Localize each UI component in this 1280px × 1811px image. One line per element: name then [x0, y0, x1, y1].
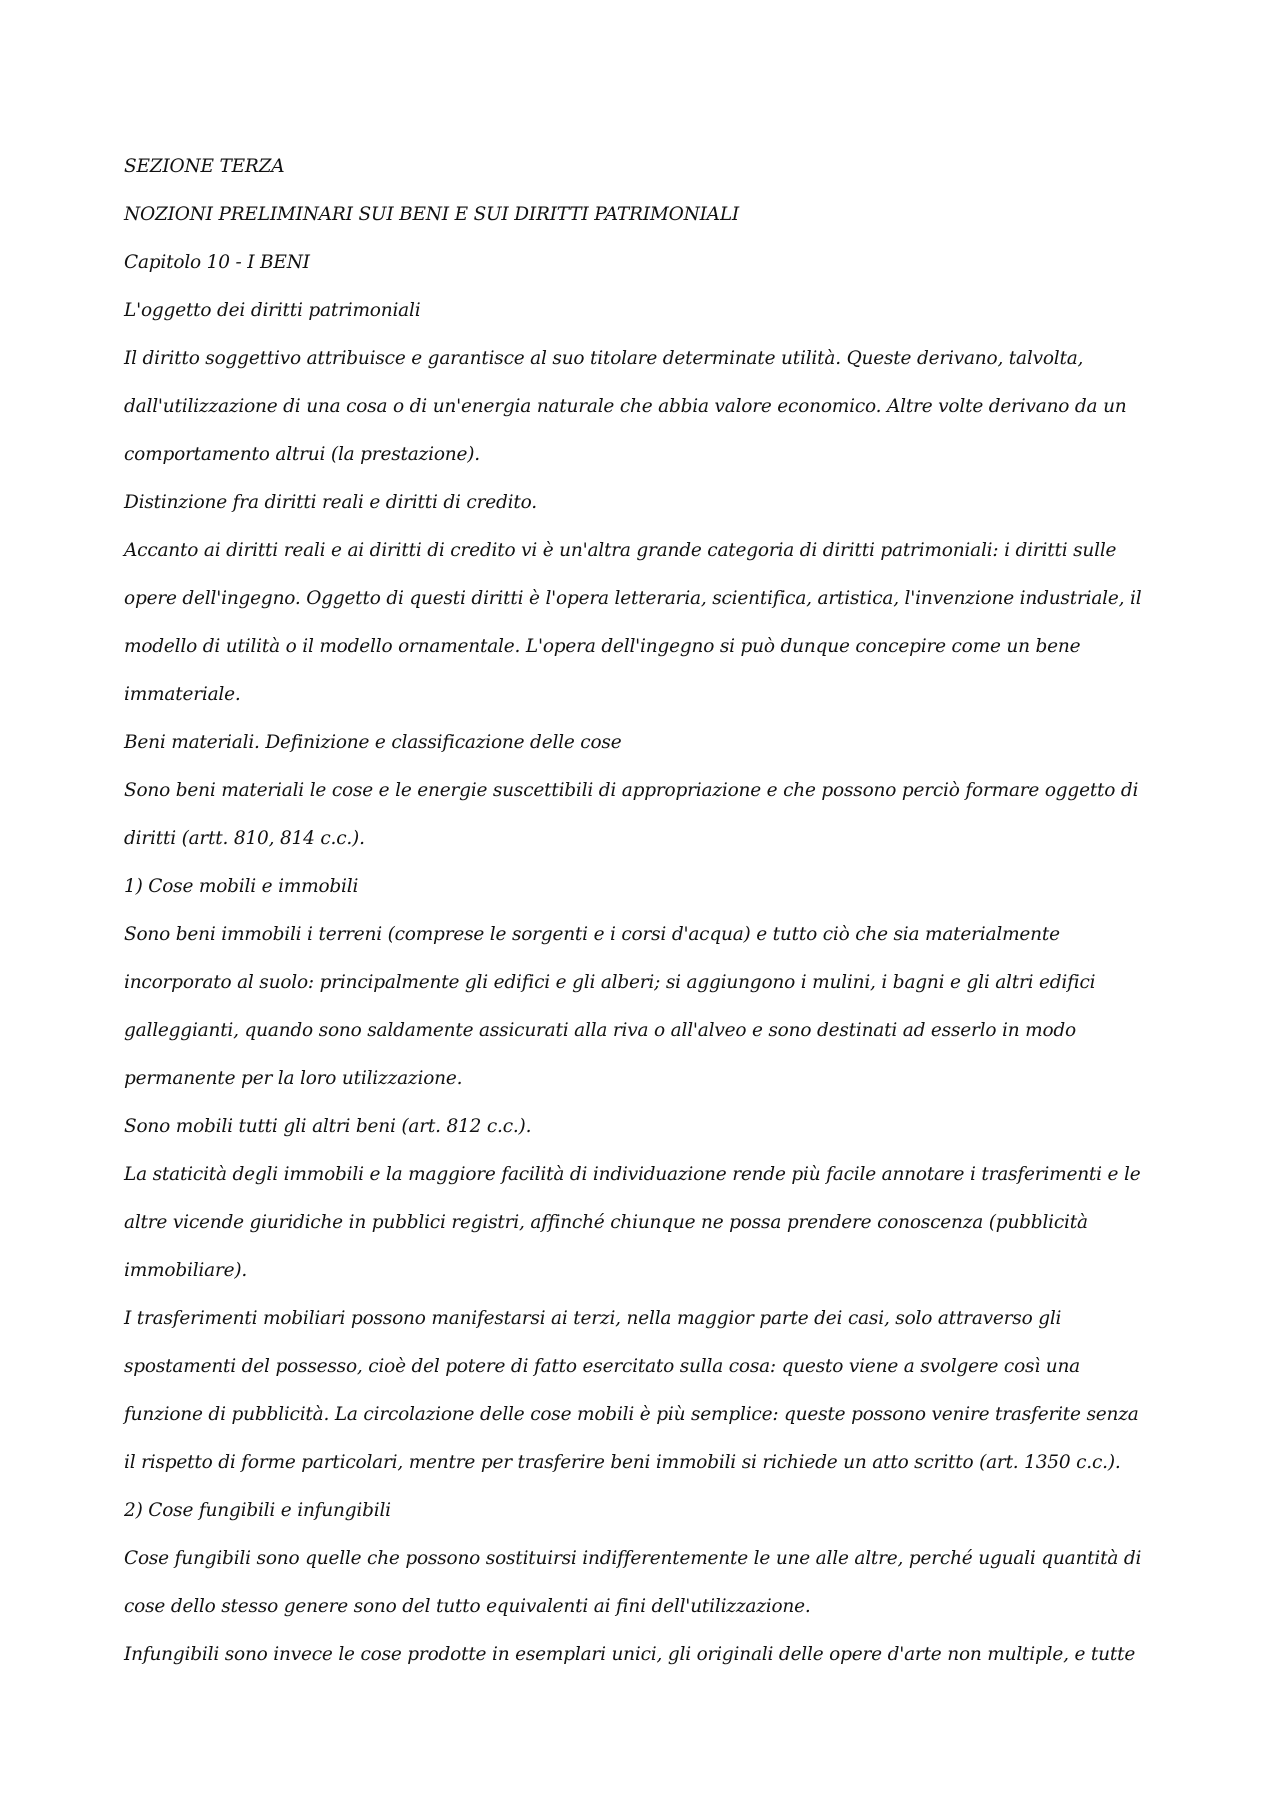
subheading: 1) Cose mobili e immobili [124, 876, 359, 897]
text-line: Accanto ai diritti reali e ai diritti di credito vi è un'altra grande categoria di diritti patrimoniali: i diritti sulle [124, 540, 1117, 561]
text-line: funzione di pubblicità. La circolazione delle cose mobili è più semplice: queste possono venire trasferite senza [124, 1404, 1139, 1425]
subheading: Beni materiali. Definizione e classificazione delle cose [124, 732, 622, 753]
subheading: 2) Cose fungibili e infungibili [124, 1500, 391, 1521]
text-line: immateriale. [124, 684, 241, 705]
subheading: L'oggetto dei diritti patrimoniali [124, 300, 421, 321]
section-heading: SEZIONE TERZA [124, 156, 285, 177]
text-line: comportamento altrui (la prestazione). [124, 444, 480, 465]
text-line: Sono beni immobili i terreni (comprese le sorgenti e i corsi d'acqua) e tutto ciò che sia materialmente [124, 924, 1060, 945]
document-body [124, 153, 1142, 1689]
text-line: modello di utilità o il modello ornamentale. L'opera dell'ingegno si può dunque concepire come un bene [124, 636, 1081, 657]
text-line: incorporato al suolo: principalmente gli edifici e gli alberi; si aggiungono i mulini, i bagni e gli altri edifici [124, 972, 1096, 993]
text-line: La staticità degli immobili e la maggiore facilità di individuazione rende più facile annotare i trasferimenti e le [124, 1164, 1141, 1185]
text-line: galleggianti, quando sono saldamente assicurati alla riva o all'alveo e sono destinati ad esserlo in modo [124, 1020, 1076, 1041]
text-line: Sono mobili tutti gli altri beni (art. 812 c.c.). [124, 1116, 532, 1137]
text-line: cose dello stesso genere sono del tutto equivalenti ai fini dell'utilizzazione. [124, 1596, 811, 1617]
text-line: I trasferimenti mobiliari possono manifestarsi ai terzi, nella maggior parte dei casi, solo attraverso gli [124, 1308, 1062, 1329]
text-line: Sono beni materiali le cose e le energie suscettibili di appropriazione e che possono perciò formare oggetto di [124, 780, 1139, 801]
text-line: altre vicende giuridiche in pubblici registri, affinché chiunque ne possa prendere conoscenza (pubblicità [124, 1212, 1088, 1233]
text-line: opere dell'ingegno. Oggetto di questi diritti è l'opera letteraria, scientifica, artistica, l'invenzione industriale, il [124, 588, 1142, 609]
text-line: il rispetto di forme particolari, mentre per trasferire beni immobili si richiede un atto scritto (art. 1350 c.c.). [124, 1452, 1121, 1473]
subheading: Distinzione fra diritti reali e diritti di credito. [124, 492, 537, 513]
text-line: dall'utilizzazione di una cosa o di un'energia naturale che abbia valore economico. Altre volte derivano da un [124, 396, 1127, 417]
text-line: spostamenti del possesso, cioè del potere di fatto esercitato sulla cosa: questo viene a svolgere così una [124, 1356, 1080, 1377]
text-line: Infungibili sono invece le cose prodotte in esemplari unici, gli originali delle opere d'arte non multiple, e tutte [124, 1644, 1136, 1665]
section-title: NOZIONI PRELIMINARI SUI BENI E SUI DIRITTI PATRIMONIALI [124, 204, 740, 225]
text-line: Cose fungibili sono quelle che possono sostituirsi indifferentemente le une alle altre, perché uguali quantità di [124, 1548, 1142, 1569]
text-line: permanente per la loro utilizzazione. [124, 1068, 463, 1089]
text-line: immobiliare). [124, 1260, 248, 1281]
chapter-title: Capitolo 10 - I BENI [124, 252, 310, 273]
text-line: diritti (artt. 810, 814 c.c.). [124, 828, 365, 849]
text-line: Il diritto soggettivo attribuisce e garantisce al suo titolare determinate utilità. Queste derivano, talvolta, [124, 348, 1084, 369]
